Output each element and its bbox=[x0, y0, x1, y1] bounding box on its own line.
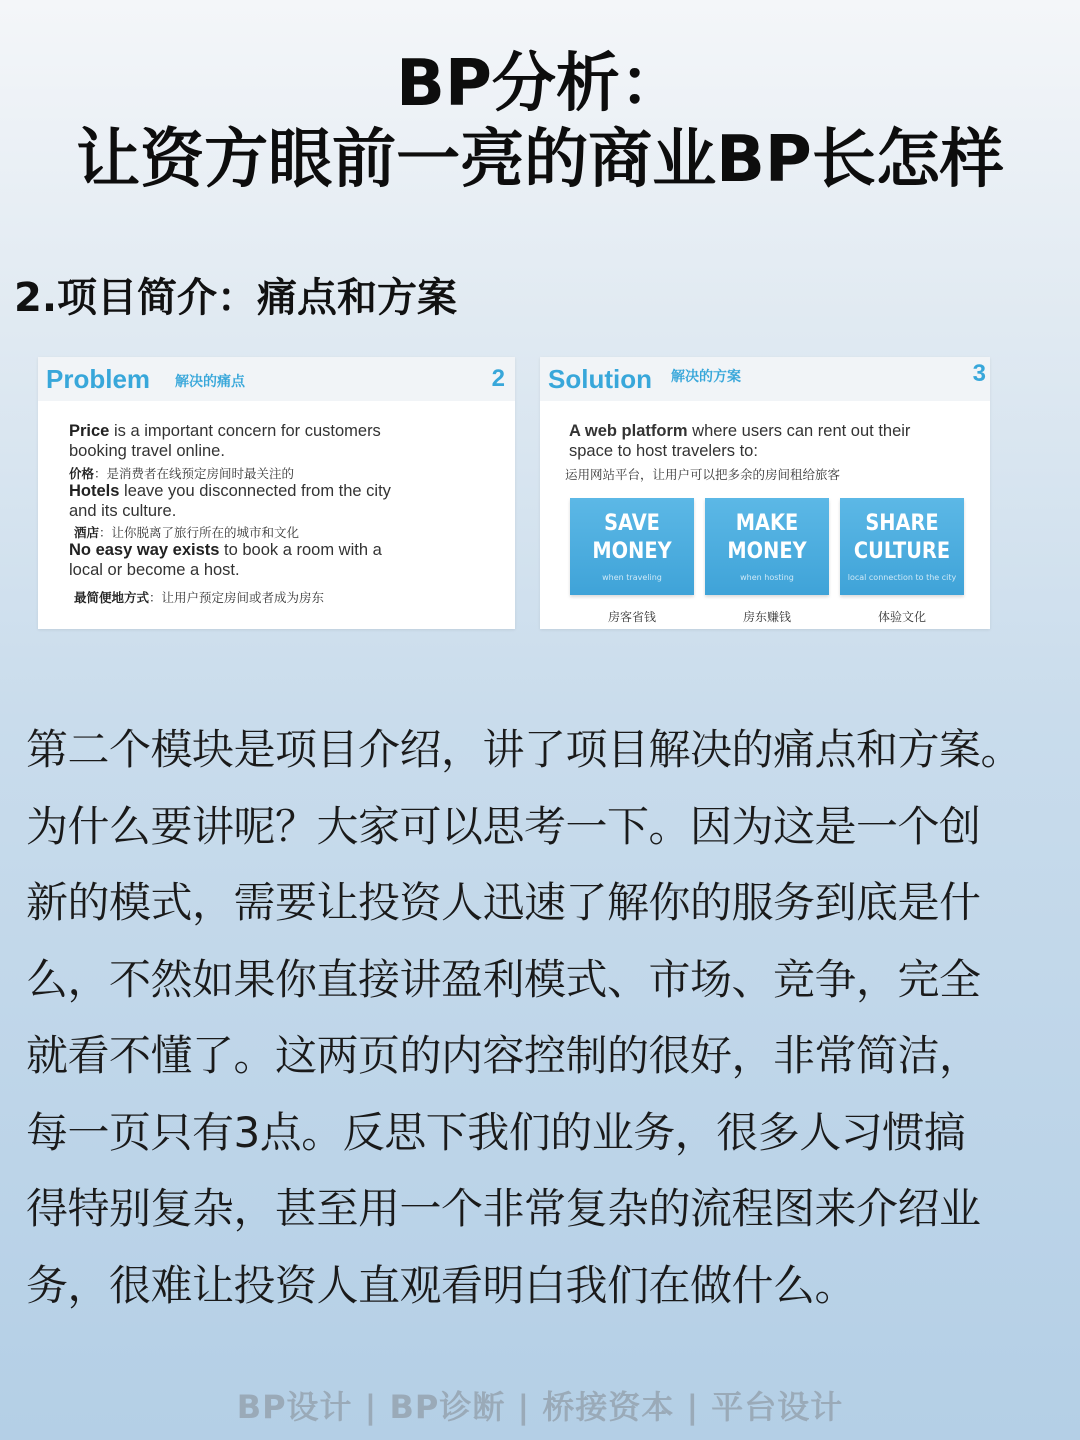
solution-slide-subtitle: 解决的方案 bbox=[671, 369, 741, 385]
tile-cn-label: 体验文化 bbox=[877, 610, 926, 624]
section-heading: 2.项目简介：痛点和方案 bbox=[14, 275, 458, 321]
paragraph-line: 务，很难让投资人直观看明白我们在做什么。 bbox=[26, 1260, 857, 1310]
solution-slide-header bbox=[540, 357, 990, 401]
footer-tagline: BP设计 | BP诊断 | 桥接资本 | 平台设计 bbox=[236, 1388, 844, 1426]
body-paragraph bbox=[26, 712, 1026, 1324]
page-title-line-2: 让资方眼前一亮的商业BP长怎样 bbox=[76, 123, 1004, 197]
problem-slide-title: Problem bbox=[46, 364, 151, 394]
paragraph-line: 么，不然如果你直接讲盈利模式、市场、竞争，完全 bbox=[26, 954, 981, 1004]
problem-line-cn: 价格：是消费者在线预定房间时最关注的 bbox=[69, 466, 295, 481]
tile-label: SHARE CULTURE bbox=[853, 511, 951, 564]
paragraph-line: 每一页只有3点。反思下我们的业务，很多人习惯搞 bbox=[26, 1107, 966, 1157]
tile-label: SAVE MONEY bbox=[592, 511, 672, 564]
page-title-line-1: BP分析： bbox=[396, 47, 684, 121]
tile-cn-label: 房东赚钱 bbox=[742, 610, 791, 624]
problem-line: local or become a host. bbox=[69, 561, 240, 579]
solution-line-cn: 运用网站平台，让用户可以把多余的房间租给旅客 bbox=[565, 467, 841, 482]
solution-slide-image bbox=[540, 357, 990, 629]
problem-line: and its culture. bbox=[69, 502, 177, 520]
make-money-tile bbox=[705, 498, 829, 595]
problem-slide-subtitle: 解决的痛点 bbox=[175, 374, 245, 390]
problem-slide-image bbox=[38, 357, 515, 629]
paragraph-line: 新的模式，需要让投资人迅速了解你的服务到底是什 bbox=[26, 878, 981, 927]
problem-slide-header bbox=[38, 357, 515, 401]
problem-line: Price is a important concern for customers bbox=[69, 422, 381, 440]
tile-label: MAKE MONEY bbox=[727, 511, 807, 564]
solution-line: A web platform where users can rent out their bbox=[569, 422, 911, 440]
share-culture-tile bbox=[840, 498, 964, 595]
tile-caption: when hosting bbox=[740, 573, 794, 582]
problem-line-cn: 酒店：让你脱离了旅行所在的城市和文化 bbox=[74, 525, 300, 540]
paragraph-line: 得特别复杂，甚至用一个非常复杂的流程图来介绍业 bbox=[26, 1184, 981, 1233]
problem-slide-number: 2 bbox=[491, 365, 505, 392]
problem-line: booking travel online. bbox=[69, 442, 225, 460]
problem-slide-body bbox=[38, 401, 515, 629]
problem-line: No easy way exists to book a room with a bbox=[69, 541, 382, 559]
paragraph-line: 第二个模块是项目介绍，讲了项目解决的痛点和方案。 bbox=[26, 725, 1023, 774]
tile-caption: local connection to the city bbox=[847, 573, 957, 582]
save-money-tile bbox=[570, 498, 694, 595]
problem-line: Hotels leave you disconnected from the city bbox=[69, 482, 391, 500]
solution-slide-number: 3 bbox=[972, 360, 986, 387]
tile-cn-label: 房客省钱 bbox=[607, 610, 656, 624]
paragraph-line: 为什么要讲呢？大家可以思考一下。因为这是一个创 bbox=[26, 801, 981, 851]
problem-line-cn: 最简便地方式：让用户预定房间或者成为房东 bbox=[74, 590, 325, 605]
solution-line: space to host travelers to: bbox=[569, 442, 758, 460]
tile-caption: when traveling bbox=[602, 573, 662, 582]
paragraph-line: 就看不懂了。这两页的内容控制的很好，非常简洁， bbox=[26, 1031, 981, 1080]
solution-slide-title: Solution bbox=[548, 364, 652, 394]
